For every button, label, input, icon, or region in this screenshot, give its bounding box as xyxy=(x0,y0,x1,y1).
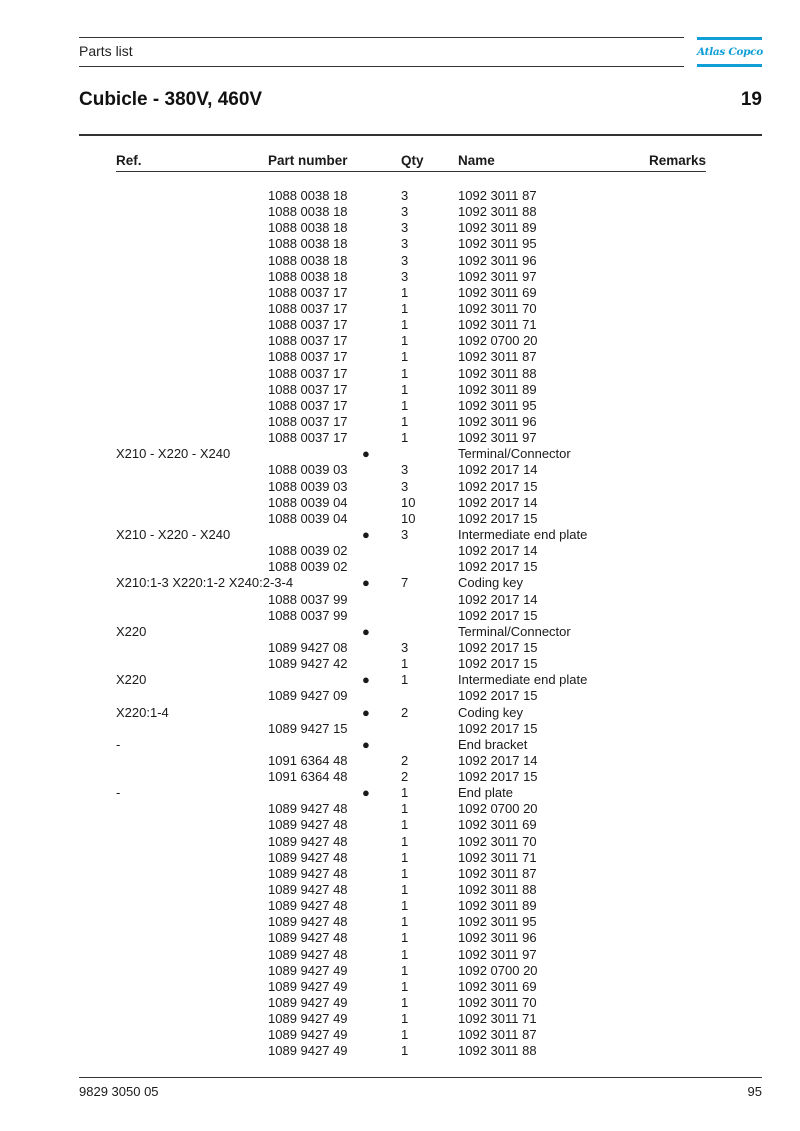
cell-name: 1092 3011 95 xyxy=(458,236,537,252)
cell-qty: 1 xyxy=(401,365,409,381)
cell-name: 1092 3011 89 xyxy=(458,898,537,914)
cell-part-number: 1089 9427 48 xyxy=(268,946,348,962)
cell-part-number: 1088 0039 04 xyxy=(268,510,348,526)
cell-name: 1092 3011 69 xyxy=(458,978,537,994)
cell-qty: 1 xyxy=(401,672,409,688)
cell-qty: 10 xyxy=(401,510,416,526)
cell-name: 1092 3011 70 xyxy=(458,300,537,316)
cell-qty: 1 xyxy=(401,349,409,365)
section-number: 19 xyxy=(740,89,762,110)
cell-qty: 1 xyxy=(401,914,409,930)
cell-name: Intermediate end plate xyxy=(458,672,588,688)
cell-name: 1092 2017 15 xyxy=(458,688,538,704)
table-row xyxy=(116,285,706,301)
cell-qty: 3 xyxy=(401,268,409,284)
cell-part-number: 1088 0038 18 xyxy=(268,268,348,284)
cell-part-number: 1089 9427 09 xyxy=(268,688,348,704)
table-row xyxy=(116,495,706,511)
cell-qty: 1 xyxy=(401,300,409,316)
cell-name: 1092 2017 15 xyxy=(458,769,538,785)
cell-part-number: 1089 9427 48 xyxy=(268,833,348,849)
section-label: Parts list xyxy=(79,43,133,59)
table-row xyxy=(116,979,706,995)
table-row xyxy=(116,995,706,1011)
cell-name: 1092 3011 96 xyxy=(458,413,537,429)
cell-qty: 1 xyxy=(401,413,409,429)
cell-part-number: 1088 0039 03 xyxy=(268,462,348,478)
header-bottom-rule xyxy=(79,66,684,67)
table-row xyxy=(116,898,706,914)
bullet-icon: ● xyxy=(362,526,370,542)
cell-ref: X220 xyxy=(116,672,147,688)
cell-qty: 3 xyxy=(401,188,409,203)
cell-qty: 3 xyxy=(401,252,409,268)
cell-name: 1092 3011 71 xyxy=(458,1011,537,1027)
cell-part-number: 1088 0037 17 xyxy=(268,349,348,365)
table-row xyxy=(116,1027,706,1043)
table-row xyxy=(116,1043,706,1059)
cell-qty: 3 xyxy=(401,462,409,478)
cell-ref: X220 xyxy=(116,623,147,639)
cell-name: Coding key xyxy=(458,575,524,591)
cell-qty: 1 xyxy=(401,946,409,962)
cell-part-number: 1089 9427 49 xyxy=(268,995,348,1011)
table-row xyxy=(116,559,706,575)
bullet-icon: ● xyxy=(362,736,370,752)
cell-part-number: 1088 0037 17 xyxy=(268,397,348,413)
table-row xyxy=(116,430,706,446)
table-row xyxy=(116,963,706,979)
cell-part-number: 1088 0037 17 xyxy=(268,365,348,381)
cell-name: 1092 3011 70 xyxy=(458,995,537,1011)
table-row xyxy=(116,882,706,898)
cell-name: 1092 3011 97 xyxy=(458,430,537,446)
cell-part-number: 1089 9427 48 xyxy=(268,914,348,930)
cell-name: 1092 0700 20 xyxy=(458,333,538,349)
cell-name: Intermediate end plate xyxy=(458,526,588,542)
cell-qty: 1 xyxy=(401,1027,409,1043)
cell-qty: 1 xyxy=(401,317,409,333)
cell-name: 1092 2017 15 xyxy=(458,639,538,655)
cell-qty: 2 xyxy=(401,704,409,720)
cell-name: 1092 2017 14 xyxy=(458,591,538,607)
cell-name: 1092 3011 69 xyxy=(458,284,537,300)
cell-qty: 1 xyxy=(401,978,409,994)
cell-qty: 1 xyxy=(401,785,409,801)
cell-part-number: 1089 9427 48 xyxy=(268,930,348,946)
cell-part-number: 1088 0038 18 xyxy=(268,236,348,252)
cell-qty: 1 xyxy=(401,882,409,898)
table-row xyxy=(116,333,706,349)
cell-qty: 1 xyxy=(401,1043,409,1059)
table-row xyxy=(116,817,706,833)
cell-part-number: 1088 0037 17 xyxy=(268,333,348,349)
cell-ref: X210 - X220 - X240 xyxy=(116,526,231,542)
table-row xyxy=(116,834,706,850)
cell-qty: 1 xyxy=(401,962,409,978)
col-part-header: Part number xyxy=(268,153,348,168)
cell-part-number: 1089 9427 49 xyxy=(268,962,348,978)
table-header xyxy=(116,151,706,172)
table-row xyxy=(116,220,706,236)
table-row xyxy=(116,705,706,721)
cell-qty: 3 xyxy=(401,236,409,252)
table-row xyxy=(116,688,706,704)
logo-top-bar xyxy=(697,37,762,40)
table-row xyxy=(116,866,706,882)
table-row xyxy=(116,914,706,930)
cell-name: End bracket xyxy=(458,736,528,752)
cell-part-number: 1088 0037 17 xyxy=(268,430,348,446)
cell-part-number: 1088 0037 17 xyxy=(268,381,348,397)
cell-part-number: 1091 6364 48 xyxy=(268,769,348,785)
parts-table xyxy=(116,151,706,1059)
table-row xyxy=(116,592,706,608)
cell-part-number: 1088 0039 03 xyxy=(268,478,348,494)
footer-rule xyxy=(79,1077,762,1078)
cell-name: Coding key xyxy=(458,704,524,720)
cell-name: End plate xyxy=(458,785,513,801)
cell-part-number: 1088 0037 99 xyxy=(268,607,348,623)
document-number: 9829 3050 05 xyxy=(79,1084,159,1099)
cell-name: 1092 2017 14 xyxy=(458,462,538,478)
cell-name: 1092 2017 14 xyxy=(458,752,538,768)
cell-part-number: 1088 0037 17 xyxy=(268,317,348,333)
logo-wordmark: Atlas Copco xyxy=(697,46,763,58)
cell-part-number: 1088 0037 17 xyxy=(268,284,348,300)
table-row xyxy=(116,930,706,946)
bullet-icon: ● xyxy=(362,575,370,591)
cell-name: 1092 3011 69 xyxy=(458,817,537,833)
cell-qty: 1 xyxy=(401,833,409,849)
cell-part-number: 1089 9427 48 xyxy=(268,865,348,881)
table-row xyxy=(116,511,706,527)
cell-name: 1092 2017 15 xyxy=(458,510,538,526)
cell-part-number: 1088 0038 18 xyxy=(268,204,348,220)
table-row xyxy=(116,253,706,269)
cell-name: 1092 2017 15 xyxy=(458,720,538,736)
cell-qty: 1 xyxy=(401,995,409,1011)
cell-name: 1092 3011 88 xyxy=(458,365,537,381)
table-row xyxy=(116,527,706,543)
cell-name: 1092 3011 88 xyxy=(458,882,537,898)
cell-name: 1092 3011 95 xyxy=(458,397,537,413)
cell-qty: 1 xyxy=(401,397,409,413)
table-row xyxy=(116,446,706,462)
table-row xyxy=(116,349,706,365)
cell-ref: X220:1-4 xyxy=(116,704,169,720)
cell-qty: 1 xyxy=(401,817,409,833)
cell-part-number: 1089 9427 48 xyxy=(268,801,348,817)
table-row xyxy=(116,204,706,220)
brand-logo xyxy=(697,37,762,67)
cell-name: 1092 3011 95 xyxy=(458,914,537,930)
cell-part-number: 1088 0038 18 xyxy=(268,220,348,236)
cell-name: 1092 2017 15 xyxy=(458,656,538,672)
table-row xyxy=(116,640,706,656)
cell-name: 1092 3011 87 xyxy=(458,188,537,203)
cell-ref: X210 - X220 - X240 xyxy=(116,446,231,462)
cell-qty: 2 xyxy=(401,769,409,785)
cell-qty: 2 xyxy=(401,752,409,768)
table-row xyxy=(116,801,706,817)
cell-part-number: 1089 9427 48 xyxy=(268,898,348,914)
cell-part-number: 1088 0038 18 xyxy=(268,188,348,203)
table-row xyxy=(116,656,706,672)
cell-name: 1092 3011 96 xyxy=(458,252,537,268)
table-row xyxy=(116,608,706,624)
table-row xyxy=(116,785,706,801)
cell-qty: 3 xyxy=(401,204,409,220)
col-ref-header: Ref. xyxy=(116,153,142,168)
cell-ref: - xyxy=(116,736,121,752)
cell-qty: 1 xyxy=(401,930,409,946)
cell-part-number: 1089 9427 49 xyxy=(268,1043,348,1059)
logo-bottom-bar xyxy=(697,64,762,67)
cell-name: 1092 3011 70 xyxy=(458,833,537,849)
cell-qty: 1 xyxy=(401,1011,409,1027)
cell-part-number: 1089 9427 49 xyxy=(268,1011,348,1027)
bullet-icon: ● xyxy=(362,446,370,462)
cell-part-number: 1088 0037 17 xyxy=(268,300,348,316)
cell-name: 1092 3011 97 xyxy=(458,946,537,962)
table-row xyxy=(116,947,706,963)
col-name-header: Name xyxy=(458,153,495,168)
table-row xyxy=(116,479,706,495)
table-body xyxy=(116,188,706,1060)
cell-part-number: 1089 9427 48 xyxy=(268,817,348,833)
bullet-icon: ● xyxy=(362,623,370,639)
table-row xyxy=(116,1011,706,1027)
table-row xyxy=(116,188,706,204)
cell-part-number: 1089 9427 15 xyxy=(268,720,348,736)
header-top-rule xyxy=(79,37,684,38)
cell-part-number: 1089 9427 08 xyxy=(268,639,348,655)
cell-qty: 3 xyxy=(401,220,409,236)
col-remarks-header: Remarks xyxy=(648,153,706,168)
table-row xyxy=(116,414,706,430)
cell-name: 1092 2017 15 xyxy=(458,478,538,494)
cell-name: 1092 3011 71 xyxy=(458,849,537,865)
bullet-icon: ● xyxy=(362,785,370,801)
cell-qty: 1 xyxy=(401,849,409,865)
cell-qty: 3 xyxy=(401,478,409,494)
table-row xyxy=(116,462,706,478)
cell-name: 1092 3011 87 xyxy=(458,865,537,881)
table-row xyxy=(116,769,706,785)
cell-part-number: 1089 9427 42 xyxy=(268,656,348,672)
cell-part-number: 1089 9427 49 xyxy=(268,978,348,994)
table-row xyxy=(116,301,706,317)
cell-part-number: 1089 9427 48 xyxy=(268,882,348,898)
cell-name: 1092 3011 87 xyxy=(458,1027,537,1043)
cell-qty: 7 xyxy=(401,575,409,591)
cell-name: 1092 3011 88 xyxy=(458,204,537,220)
table-row xyxy=(116,624,706,640)
table-row xyxy=(116,543,706,559)
table-row xyxy=(116,737,706,753)
cell-name: 1092 2017 15 xyxy=(458,607,538,623)
cell-qty: 1 xyxy=(401,656,409,672)
cell-part-number: 1091 6364 48 xyxy=(268,752,348,768)
cell-qty: 1 xyxy=(401,898,409,914)
table-row xyxy=(116,672,706,688)
cell-qty: 1 xyxy=(401,865,409,881)
cell-qty: 1 xyxy=(401,430,409,446)
cell-qty: 1 xyxy=(401,284,409,300)
table-row xyxy=(116,317,706,333)
cell-name: 1092 3011 88 xyxy=(458,1043,537,1059)
cell-part-number: 1088 0039 02 xyxy=(268,559,348,575)
cell-name: 1092 3011 97 xyxy=(458,268,537,284)
bullet-icon: ● xyxy=(362,672,370,688)
cell-qty: 1 xyxy=(401,381,409,397)
cell-part-number: 1089 9427 49 xyxy=(268,1027,348,1043)
bullet-icon: ● xyxy=(362,704,370,720)
table-row xyxy=(116,575,706,591)
cell-ref: X210:1-3 X220:1-2 X240:2-3-4 xyxy=(116,575,294,591)
cell-name: Terminal/Connector xyxy=(458,623,571,639)
title-rule xyxy=(79,134,762,136)
cell-ref: - xyxy=(116,785,121,801)
table-row xyxy=(116,269,706,285)
cell-part-number: 1088 0037 99 xyxy=(268,591,348,607)
cell-qty: 10 xyxy=(401,494,416,510)
table-row xyxy=(116,398,706,414)
cell-name: 1092 3011 89 xyxy=(458,381,537,397)
cell-qty: 1 xyxy=(401,333,409,349)
page-title: Cubicle - 380V, 460V xyxy=(79,89,263,110)
cell-name: 1092 3011 96 xyxy=(458,930,537,946)
cell-name: 1092 2017 15 xyxy=(458,559,538,575)
cell-part-number: 1088 0037 17 xyxy=(268,413,348,429)
cell-part-number: 1088 0039 04 xyxy=(268,494,348,510)
table-row xyxy=(116,721,706,737)
cell-part-number: 1088 0038 18 xyxy=(268,252,348,268)
table-row xyxy=(116,850,706,866)
page-number: 95 xyxy=(747,1084,762,1099)
cell-name: 1092 3011 87 xyxy=(458,349,537,365)
table-row xyxy=(116,753,706,769)
table-row xyxy=(116,236,706,252)
cell-part-number: 1089 9427 48 xyxy=(268,849,348,865)
cell-qty: 3 xyxy=(401,639,409,655)
cell-name: Terminal/Connector xyxy=(458,446,571,462)
col-qty-header: Qty xyxy=(401,153,424,168)
cell-name: 1092 0700 20 xyxy=(458,962,538,978)
cell-name: 1092 2017 14 xyxy=(458,494,538,510)
cell-name: 1092 3011 89 xyxy=(458,220,537,236)
cell-name: 1092 3011 71 xyxy=(458,317,537,333)
cell-part-number: 1088 0039 02 xyxy=(268,543,348,559)
table-row xyxy=(116,382,706,398)
cell-name: 1092 2017 14 xyxy=(458,543,538,559)
table-row xyxy=(116,366,706,382)
cell-qty: 1 xyxy=(401,801,409,817)
cell-name: 1092 0700 20 xyxy=(458,801,538,817)
cell-qty: 3 xyxy=(401,526,409,542)
